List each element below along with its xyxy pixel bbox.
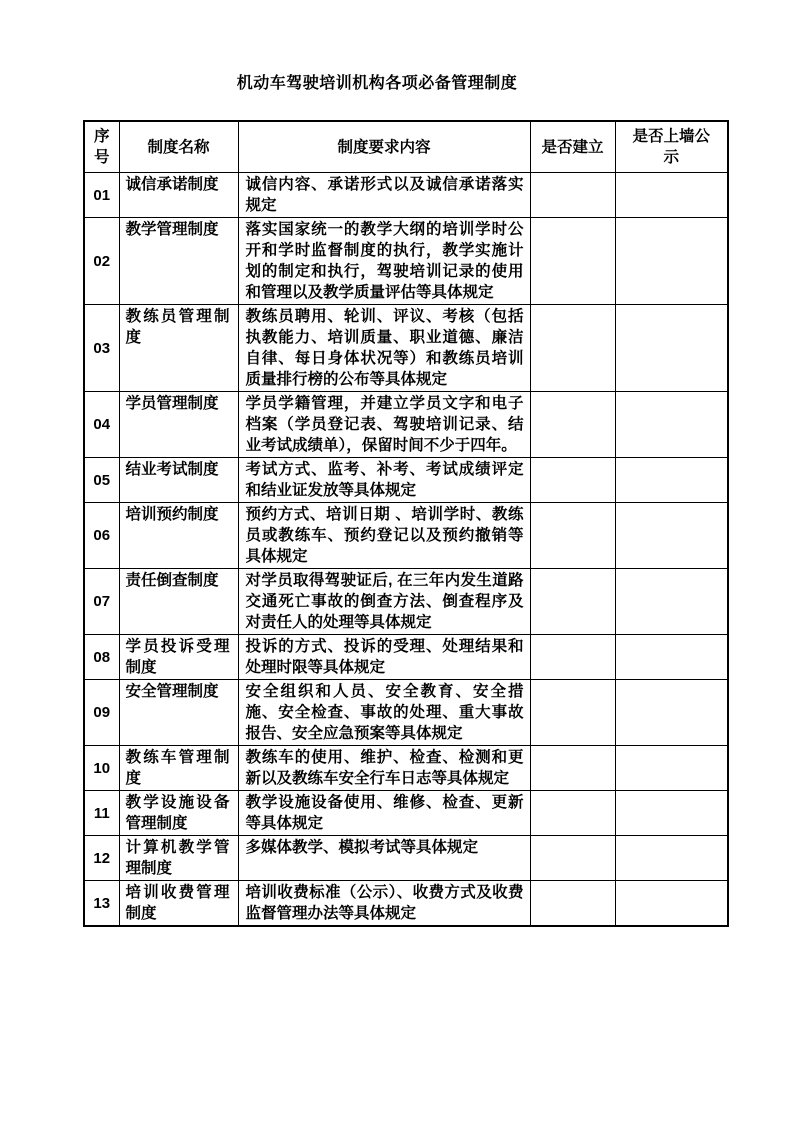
row-required-content: 学员学籍管理，并建立学员文字和电子档案（学员登记表、驾驶培训记录、结业考试成绩单），保留时间不少于四年。	[238, 392, 530, 458]
row-established-cell	[530, 881, 615, 927]
table-row	[84, 836, 728, 881]
table-row	[84, 173, 728, 218]
header-index: 序号	[84, 121, 119, 173]
row-index: 05	[84, 458, 119, 503]
table-row	[84, 746, 728, 791]
row-system-name: 教练员管理制度	[119, 305, 238, 392]
header-posted-on-wall: 是否上墙公示	[615, 121, 728, 173]
row-index: 04	[84, 392, 119, 458]
row-required-content: 培训收费标准（公示）、收费方式及收费监督管理办法等具体规定	[238, 881, 530, 927]
table-row	[84, 680, 728, 746]
row-required-content: 对学员取得驾驶证后, 在三年内发生道路交通死亡事故的倒查方法、倒查程序及对责任人的处理等具体规定	[238, 569, 530, 635]
table-body	[84, 173, 728, 927]
table-row	[84, 392, 728, 458]
row-index: 10	[84, 746, 119, 791]
row-index: 07	[84, 569, 119, 635]
row-established-cell	[530, 791, 615, 836]
row-established-cell	[530, 569, 615, 635]
row-system-name: 学员管理制度	[119, 392, 238, 458]
row-system-name: 安全管理制度	[119, 680, 238, 746]
row-posted-cell	[615, 305, 728, 392]
row-posted-cell	[615, 746, 728, 791]
row-established-cell	[530, 680, 615, 746]
row-index: 06	[84, 503, 119, 569]
header-required-content: 制度要求内容	[238, 121, 530, 173]
row-system-name: 计算机教学管理制度	[119, 836, 238, 881]
row-established-cell	[530, 836, 615, 881]
row-posted-cell	[615, 680, 728, 746]
row-established-cell	[530, 746, 615, 791]
row-required-content: 投诉的方式、投诉的受理、处理结果和处理时限等具体规定	[238, 635, 530, 680]
row-system-name: 教学设施设备管理制度	[119, 791, 238, 836]
table-row	[84, 635, 728, 680]
row-posted-cell	[615, 218, 728, 305]
row-index: 08	[84, 635, 119, 680]
header-established: 是否建立	[530, 121, 615, 173]
row-system-name: 培训收费管理制度	[119, 881, 238, 927]
row-system-name: 教练车管理制度	[119, 746, 238, 791]
row-posted-cell	[615, 173, 728, 218]
row-system-name: 结业考试制度	[119, 458, 238, 503]
header-system-name: 制度名称	[119, 121, 238, 173]
row-required-content: 预约方式、培训日期 、培训学时、教练员或教练车、预约登记以及预约撤销等具体规定	[238, 503, 530, 569]
row-system-name: 诚信承诺制度	[119, 173, 238, 218]
row-required-content: 教学设施设备使用、维修、检查、更新等具体规定	[238, 791, 530, 836]
row-required-content: 多媒体教学、模拟考试等具体规定	[238, 836, 530, 881]
row-posted-cell	[615, 635, 728, 680]
row-established-cell	[530, 458, 615, 503]
row-index: 13	[84, 881, 119, 927]
row-index: 09	[84, 680, 119, 746]
row-index: 11	[84, 791, 119, 836]
row-posted-cell	[615, 791, 728, 836]
row-established-cell	[530, 392, 615, 458]
table-row	[84, 305, 728, 392]
row-system-name: 责任倒查制度	[119, 569, 238, 635]
row-established-cell	[530, 635, 615, 680]
table-row	[84, 458, 728, 503]
row-index: 12	[84, 836, 119, 881]
table-row	[84, 791, 728, 836]
row-posted-cell	[615, 836, 728, 881]
management-systems-table	[83, 120, 729, 927]
row-required-content: 考试方式、监考、补考、考试成绩评定和结业证发放等具体规定	[238, 458, 530, 503]
row-established-cell	[530, 503, 615, 569]
row-required-content: 落实国家统一的教学大纲的培训学时公开和学时监督制度的执行，教学实施计划的制定和执行，驾驶培训记录的使用和管理以及教学质量评估等具体规定	[238, 218, 530, 305]
row-system-name: 培训预约制度	[119, 503, 238, 569]
row-established-cell	[530, 218, 615, 305]
row-index: 01	[84, 173, 119, 218]
row-required-content: 教练员聘用、轮训、评议、考核（包括执教能力、培训质量、职业道德、廉洁自律、每日身体状况等）和教练员培训质量排行榜的公布等具体规定	[238, 305, 530, 392]
table-row	[84, 569, 728, 635]
row-posted-cell	[615, 569, 728, 635]
table-row	[84, 218, 728, 305]
row-posted-cell	[615, 881, 728, 927]
row-system-name: 学员投诉受理制度	[119, 635, 238, 680]
row-index: 02	[84, 218, 119, 305]
table-header-row	[84, 121, 728, 173]
row-established-cell	[530, 173, 615, 218]
table-row	[84, 881, 728, 927]
row-required-content: 诚信内容、承诺形式以及诚信承诺落实规定	[238, 173, 530, 218]
row-required-content: 安全组织和人员、安全教育、安全措施、安全检查、事故的处理、重大事故报告、安全应急预案等具体规定	[238, 680, 530, 746]
row-posted-cell	[615, 503, 728, 569]
row-posted-cell	[615, 392, 728, 458]
row-index: 03	[84, 305, 119, 392]
row-system-name: 教学管理制度	[119, 218, 238, 305]
document-title: 机动车驾驶培训机构各项必备管理制度	[236, 75, 518, 92]
row-posted-cell	[615, 458, 728, 503]
table-row	[84, 503, 728, 569]
row-established-cell	[530, 305, 615, 392]
row-required-content: 教练车的使用、维护、检查、检测和更新以及教练车安全行车日志等具体规定	[238, 746, 530, 791]
